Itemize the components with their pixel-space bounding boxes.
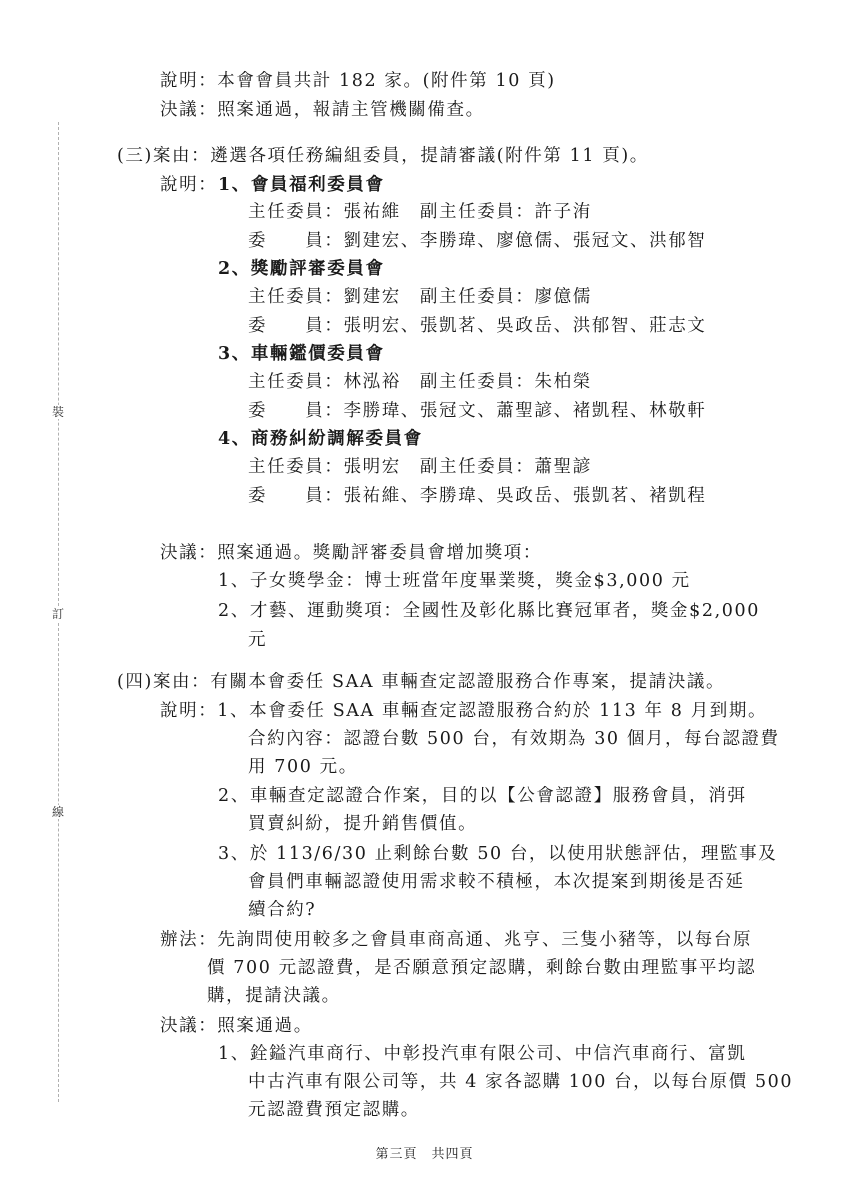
- item4-case: (四)案由：有關本會委任 SAA 車輛查定認證服務合作專案，提請決議。: [117, 672, 726, 692]
- committee-members: 委 員：張祐維、李勝瑋、吳政岳、張凱茗、褚凱程: [248, 486, 707, 506]
- item2-resolution: 決議：照案通過，報請主管機關備查。: [160, 100, 485, 120]
- item4-method-cont: 購，提請決議。: [207, 986, 341, 1006]
- award-item: 2、才藝、運動獎項：全國性及彰化縣比賽冠軍者，獎金$2,000: [218, 601, 760, 621]
- committee-title: 3、車輛鑑價委員會: [218, 344, 385, 364]
- item4-explain-2: 2、車輛查定認證合作案，目的以【公會認證】服務會員，消弭: [218, 786, 747, 806]
- committee-chair: 主任委員：林泓裕 副主任委員：朱柏榮: [248, 372, 592, 392]
- committee-title: 4、商務糾紛調解委員會: [218, 429, 423, 449]
- item4-resolution-1-cont: 中古汽車有限公司等，共 4 家各認購 100 台，以每台原價 500: [248, 1072, 794, 1092]
- item2-explain: 說明：本會會員共計 182 家。(附件第 10 頁): [160, 71, 556, 91]
- item4-resolution-1-cont: 元認證費預定認購。: [248, 1100, 420, 1120]
- committee-members: 委 員：張明宏、張凱茗、吳政岳、洪郁智、莊志文: [248, 316, 707, 336]
- committee-chair: 主任委員：張明宏 副主任委員：蕭聖諺: [248, 457, 592, 477]
- item4-explain-1-cont: 用 700 元。: [248, 757, 358, 777]
- committee-members: 委 員：李勝瑋、張冠文、蕭聖諺、褚凱程、林敬軒: [248, 401, 707, 421]
- item3-explain-label: 說明：: [160, 175, 218, 195]
- page-footer: 第三頁 共四頁: [375, 1147, 474, 1162]
- item4-resolution: 決議：照案通過。: [160, 1016, 313, 1036]
- award-item-cont: 元: [248, 630, 268, 650]
- binding-mark-zhuang: 裝: [52, 405, 65, 419]
- item3-resolution: 決議：照案通過。獎勵評審委員會增加獎項：: [160, 543, 542, 563]
- item4-explain-2-cont: 買賣糾紛，提升銷售價值。: [248, 814, 478, 834]
- item4-method-cont: 價 700 元認證費，是否願意預定認購，剩餘台數由理監事平均認: [207, 958, 757, 978]
- binding-mark-xian: 線: [52, 805, 65, 819]
- item4-explain-3-cont: 續合約?: [248, 900, 317, 920]
- item4-explain-1-cont: 合約內容：認證台數 500 台，有效期為 30 個月，每台認證費: [248, 729, 780, 749]
- item4-explain-3: 3、於 113/6/30 止剩餘台數 50 台，以使用狀態評估，理監事及: [218, 844, 778, 864]
- committee-chair: 主任委員：張祐維 副主任委員：許子洧: [248, 202, 592, 222]
- item4-explain-1: 說明：1、本會委任 SAA 車輛查定認證服務合約於 113 年 8 月到期。: [160, 701, 768, 721]
- item4-resolution-1: 1、銓鎰汽車商行、中彰投汽車有限公司、中信汽車商行、富凱: [218, 1044, 747, 1064]
- committee-title: 1、會員福利委員會: [218, 175, 385, 195]
- item3-case: (三)案由：遴選各項任務編組委員，提請審議(附件第 11 頁)。: [117, 146, 649, 166]
- committee-members: 委 員：劉建宏、李勝瑋、廖億儒、張冠文、洪郁智: [248, 231, 707, 251]
- committee-title: 2、獎勵評審委員會: [218, 259, 385, 279]
- item4-explain-3-cont: 會員們車輛認證使用需求較不積極，本次提案到期後是否延: [248, 872, 745, 892]
- item4-method: 辦法：先詢問使用較多之會員車商高通、兆亨、三隻小豬等，以每台原: [160, 930, 753, 950]
- committee-chair: 主任委員：劉建宏 副主任委員：廖億儒: [248, 287, 592, 307]
- award-item: 1、子女獎學金：博士班當年度畢業獎，獎金$3,000 元: [218, 571, 691, 591]
- binding-mark-ding: 訂: [52, 607, 65, 621]
